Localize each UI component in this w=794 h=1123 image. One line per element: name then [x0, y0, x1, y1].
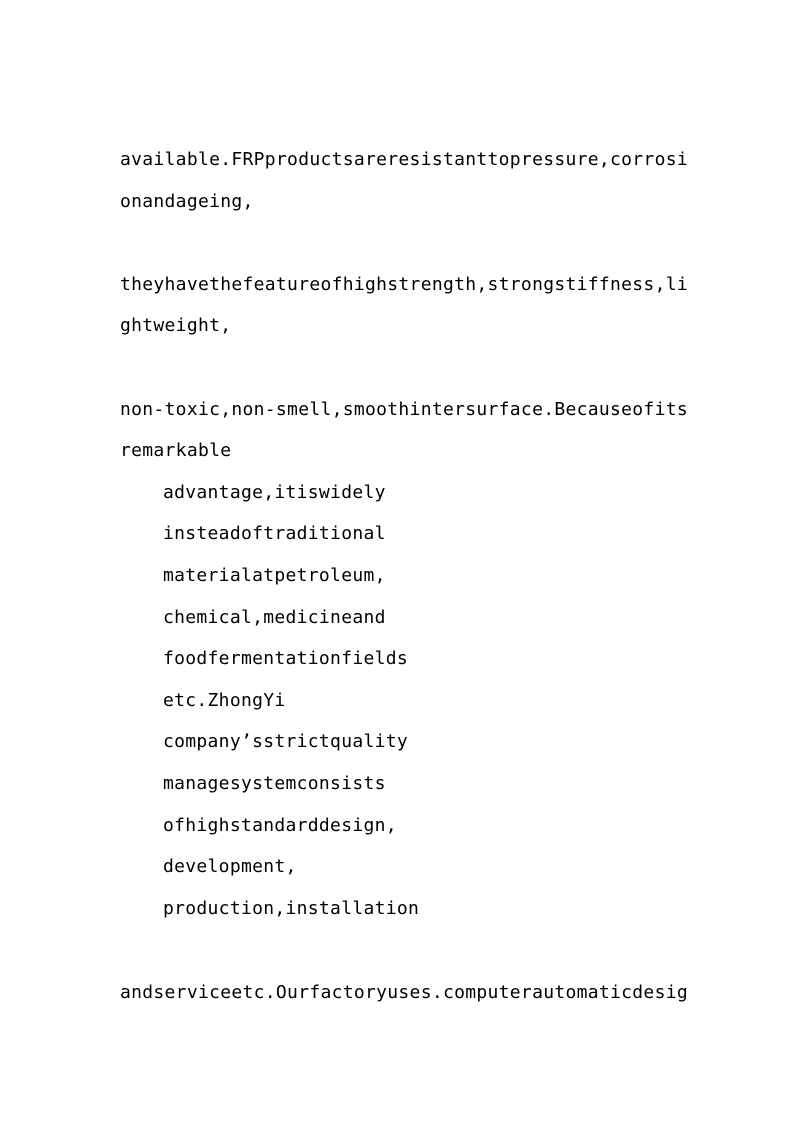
- indented-line: managesystemconsists: [163, 773, 386, 794]
- indented-line: ofhighstandarddesign,: [163, 815, 397, 836]
- text-line: andserviceetc.Ourfactoryuses.computerautomaticdesig: [120, 982, 688, 1003]
- indented-line: insteadoftraditional: [163, 523, 386, 544]
- text-line: remarkable: [120, 440, 232, 461]
- text-line: ghtweight,: [120, 315, 232, 336]
- text-line: available.FRPproductsareresistanttopressure,corrosi: [120, 149, 688, 170]
- indented-line: development,: [163, 856, 297, 877]
- text-line: onandageing,: [120, 191, 254, 212]
- indented-line: chemical,medicineand: [163, 607, 386, 628]
- text-line: theyhavethefeatureofhighstrength,strongstiffness,li: [120, 274, 688, 295]
- indented-line: company’sstrictquality: [163, 731, 409, 752]
- indented-line: materialatpetroleum,: [163, 565, 386, 586]
- indented-line: advantage,itiswidely: [163, 482, 386, 503]
- text-line: non-toxic,non-smell,smoothintersurface.Becauseofits: [120, 399, 688, 420]
- indented-line: production,installation: [163, 898, 420, 919]
- indented-line: etc.ZhongYi: [163, 690, 286, 711]
- indented-line: foodfermentationfields: [163, 648, 409, 669]
